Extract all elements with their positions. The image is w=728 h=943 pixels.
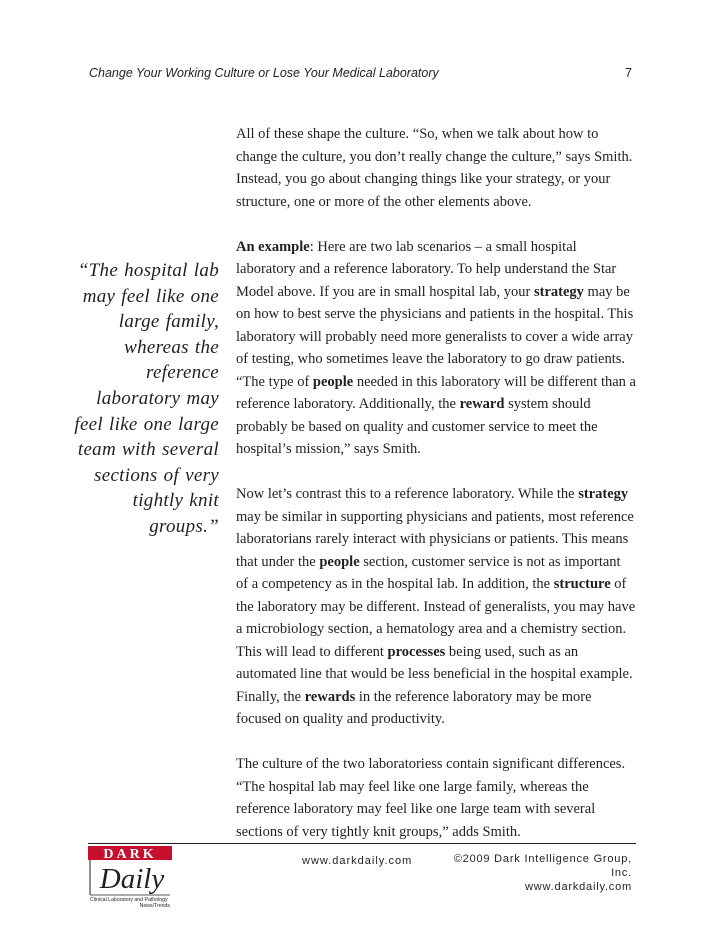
logo-bottom-word: Daily [99, 863, 165, 895]
text-run: system should probably be based on quality and customer service to meet the hospital’s mission,” says Smith. [236, 396, 598, 457]
keyword-strategy: strategy [534, 283, 584, 300]
text-run: : Here are two lab scenarios – a small hospital laboratory and a reference laboratory. To help understand the Star Model above. If you are in small hospital lab, your [236, 238, 617, 300]
running-header-title: Change Your Working Culture or Lose Your Medical Laboratory [89, 66, 439, 80]
paragraph-conclusion: The culture of the two laboratoriess contain significant differences. “The hospital lab may feel like one large family, whereas the reference laboratory may feel like one large team with several sections of very tightly knit groups,” adds Smith. [236, 756, 626, 840]
logo-top-word: DARK [103, 847, 157, 862]
text-run: in the reference laboratory may be more focused on quality and productivity. [236, 688, 592, 727]
keyword-structure: structure [553, 576, 611, 592]
text-run: may be on how to best serve the physicians and patients in the hospital. This laboratory will probably need more generalists to cover a wide array of testing, who sometimes leave the laboratory to go draw patients. “The type of [236, 283, 634, 390]
keyword-strategy: strategy [578, 486, 629, 502]
paragraph-intro: All of these shape the culture. “So, when we talk about how to change the culture, you don’t really change the culture,” says Smith. Instead, you go about changing things like your strategy, or your structure, one or more of the other elements above. [236, 126, 633, 210]
dark-daily-logo [88, 846, 172, 908]
text-run: of the laboratory may be different. Instead of generalists, you may have a microbiology section, a hematology area and a chemistry section. This will lead to different [236, 576, 636, 660]
logo-tagline: Clinical Laboratory and Pathology [90, 897, 168, 903]
keyword-people: people [319, 553, 360, 570]
footer-url[interactable]: www.darkdaily.com [302, 855, 413, 867]
paragraph-contrast [236, 483, 636, 731]
article-body [236, 123, 636, 866]
text-run: section, customer service is not as important of a competency as in the hospital lab. In addition, the [236, 553, 621, 592]
copyright-text: ©2009 Dark Intelligence Group, Inc. [453, 853, 632, 879]
keyword-processes: processes [387, 643, 446, 660]
footer-copyright [430, 852, 632, 894]
keyword-people: people [312, 373, 354, 390]
lead-in-bold: An example [236, 238, 310, 255]
page-number: 7 [625, 66, 632, 80]
logo-tagline-2: News/Trends [139, 903, 170, 908]
text-run: may be similar in supporting physicians and patients, most reference laboratorians rarely interact with physicians or patients. This means that under the [236, 508, 634, 570]
paragraph-example [236, 236, 636, 461]
copyright-url[interactable]: www.darkdaily.com [525, 881, 632, 893]
keyword-reward: reward [459, 396, 505, 412]
footer-rule [88, 843, 636, 844]
text-run: being used, such as an automated line that would be less beneficial in the hospital example. Finally, the [236, 643, 633, 705]
keyword-rewards: rewards [304, 688, 356, 705]
pull-quote: “The hospital lab may feel like one large family, whereas the reference laboratory may feel like one large team with several sections of very tightly knit groups.” [74, 260, 219, 537]
text-run: needed in this laboratory will be different than a reference laboratory. Additionally, the [236, 373, 636, 412]
text-run: Now let’s contrast this to a reference laboratory. While the [236, 486, 579, 502]
